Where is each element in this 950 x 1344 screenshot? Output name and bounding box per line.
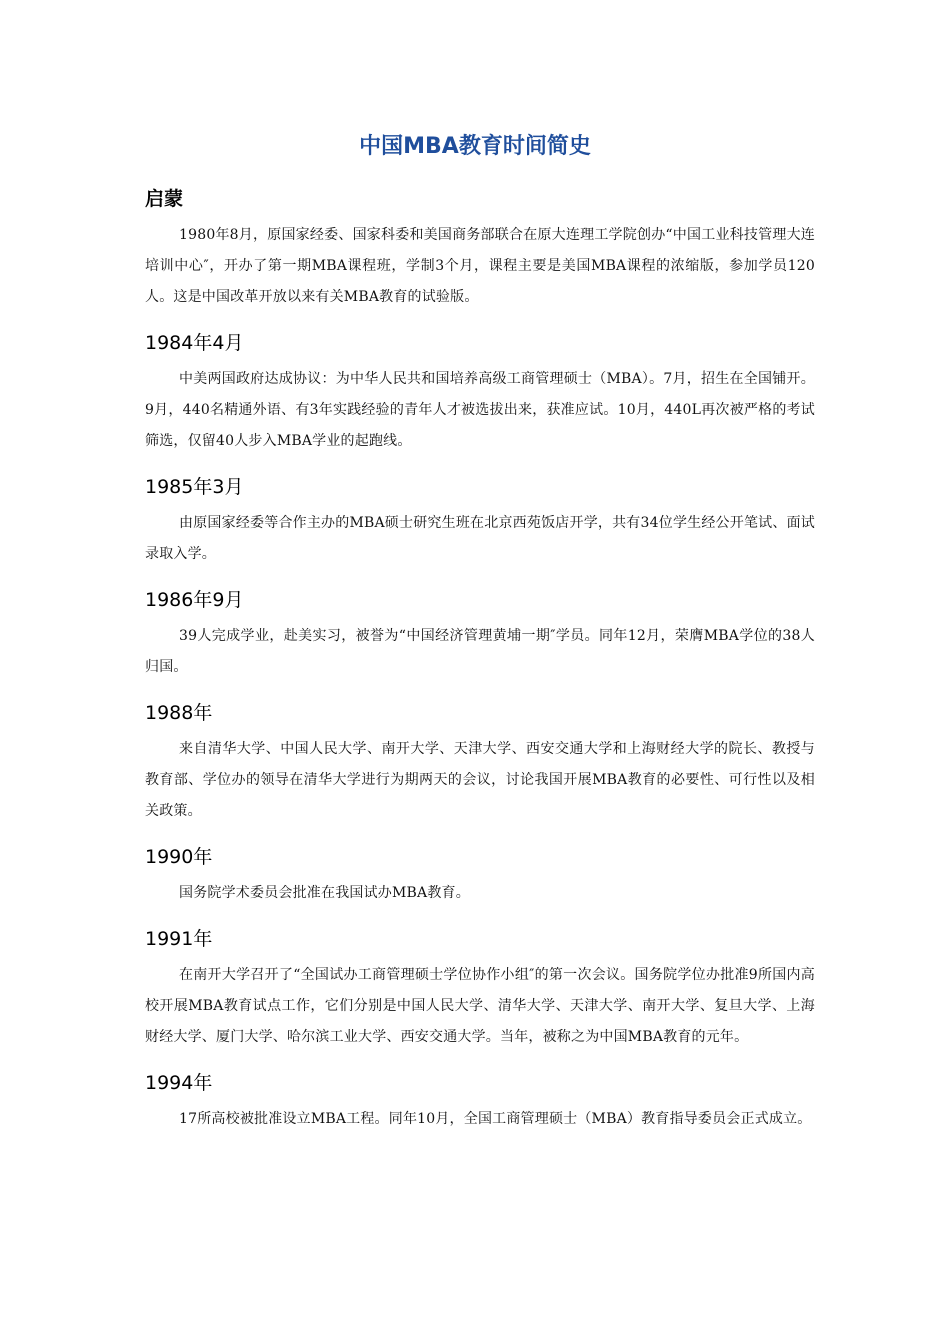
section-heading: 1990年	[145, 846, 213, 868]
section-heading: 启蒙	[145, 188, 184, 210]
section-paragraph: 来自清华大学、中国人民大学、南开大学、天津大学、西安交通大学和上海财经大学的院长、教授与教育部、学位办的领导在清华大学进行为期两天的会议，讨论我国开展MBA教育的必要性、可行性以及相关政策。	[145, 741, 815, 819]
section-1991	[145, 924, 815, 1053]
section-paragraph: 国务院学术委员会批准在我国试办MBA教育。	[179, 885, 470, 901]
section-1984	[145, 328, 815, 457]
section-1988	[145, 698, 815, 827]
section-heading: 1994年	[145, 1072, 213, 1094]
section-paragraph: 中美两国政府达成协议：为中华人民共和国培养高级工商管理硕士（MBA）。7月，招生在全国铺开。9月，440名精通外语、有3年实践经验的青年人才被选拔出来，获准应试。10月，440L再次被严格的考试筛选，仅留40人步入MBA学业的起跑线。	[145, 371, 815, 449]
section-heading: 1985年3月	[145, 476, 244, 498]
section-paragraph: 17所高校被批准设立MBA工程。同年10月，全国工商管理硕士（MBA）教育指导委员会正式成立。	[179, 1111, 812, 1127]
section-paragraph: 1980年8月，原国家经委、国家科委和美国商务部联合在原大连理工学院创办“中国工业科技管理大连培训中心″，开办了第一期MBA课程班，学制3个月，课程主要是美国MBA课程的浓缩版，参加学员120人。这是中国改革开放以来有关MBA教育的试验版。	[145, 227, 815, 305]
section-1990	[145, 842, 815, 909]
section-heading: 1984年4月	[145, 332, 244, 354]
document-content	[145, 184, 815, 1150]
section-heading: 1986年9月	[145, 589, 244, 611]
section-heading: 1988年	[145, 702, 213, 724]
section-qimeng	[145, 184, 815, 313]
section-1994	[145, 1068, 815, 1135]
section-paragraph: 在南开大学召开了“全国试办工商管理硕士学位协作小组″的第一次会议。国务院学位办批准9所国内高校开展MBA教育试点工作，它们分别是中国人民大学、清华大学、天津大学、南开大学、复旦大学、上海财经大学、厦门大学、哈尔滨工业大学、西安交通大学。当年，被称之为中国MBA教育的元年。	[145, 967, 815, 1045]
section-heading: 1991年	[145, 928, 213, 950]
section-paragraph: 由原国家经委等合作主办的MBA硕士研究生班在北京西苑饭店开学，共有34位学生经公开笔试、面试录取入学。	[145, 515, 815, 562]
section-1986	[145, 585, 815, 683]
section-1985	[145, 472, 815, 570]
document-title: 中国MBA教育时间简史	[359, 134, 591, 159]
section-paragraph: 39人完成学业，赴美实习，被誉为“中国经济管理黄埔一期″学员。同年12月，荣膺MBA学位的38人归国。	[145, 628, 815, 675]
